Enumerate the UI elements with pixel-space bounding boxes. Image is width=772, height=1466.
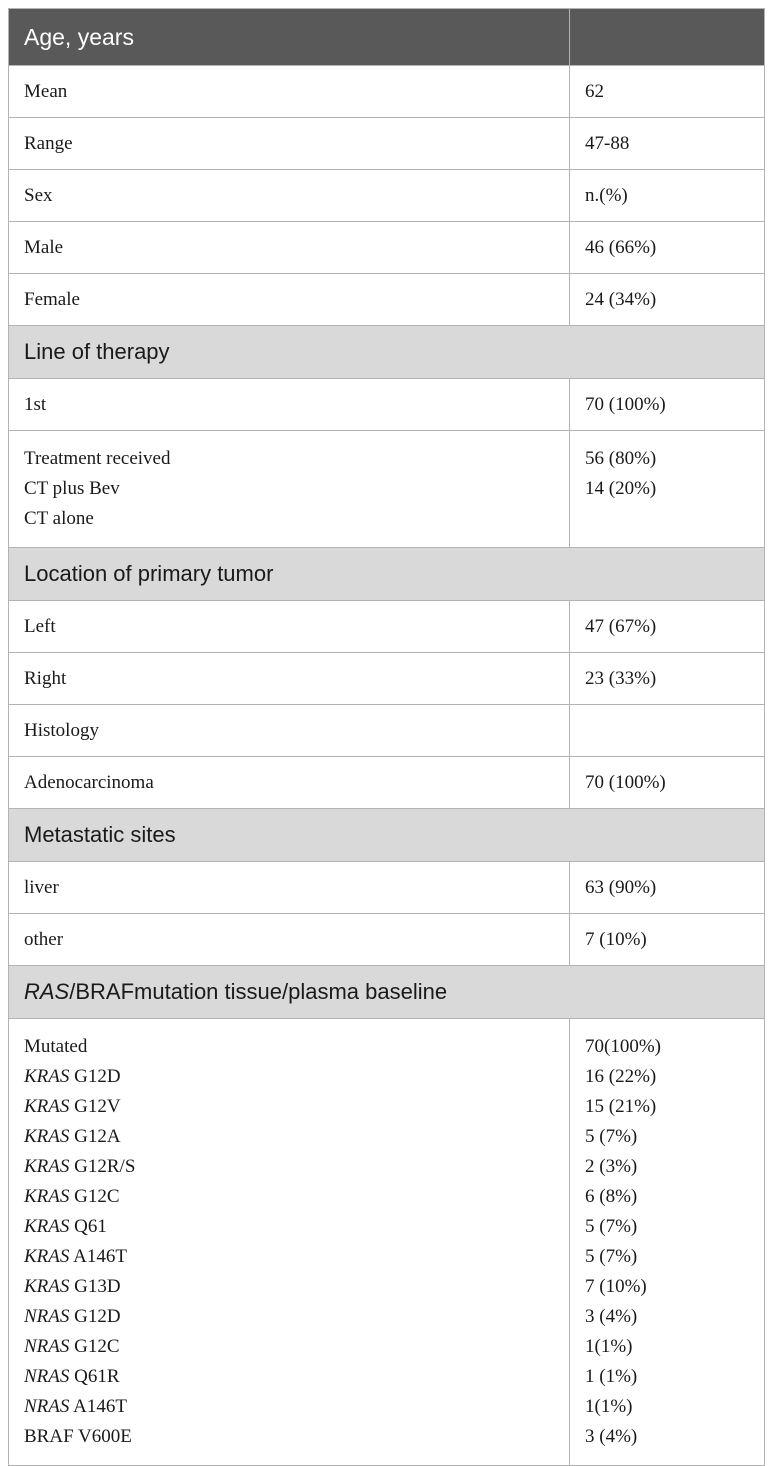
table-row-mutations	[9, 1019, 765, 1466]
mutation-labels	[9, 1019, 570, 1466]
mutation-gene: NRAS	[24, 1366, 70, 1387]
mutation-gene: KRAS	[24, 1216, 70, 1237]
mutation-label	[24, 1332, 554, 1362]
row-value: 23 (33%)	[570, 653, 765, 705]
row-value: 70 (100%)	[570, 757, 765, 809]
row-label: liver	[9, 862, 570, 914]
row-label: 1st	[9, 379, 570, 431]
row-value: 70 (100%)	[570, 379, 765, 431]
table-row	[9, 653, 765, 705]
mutation-gene: KRAS	[24, 1066, 70, 1087]
mutation-value: 7 (10%)	[585, 1276, 647, 1297]
section-header-row	[9, 548, 765, 601]
mutation-value: 16 (22%)	[585, 1066, 657, 1087]
row-label: Adenocarcinoma	[9, 757, 570, 809]
mutation-value: 5 (7%)	[585, 1126, 638, 1147]
mutation-variant: G12C	[69, 1336, 120, 1357]
mutation-label	[24, 1422, 554, 1452]
mutation-value: 1(1%)	[585, 1396, 633, 1417]
mutation-variant: G12R/S	[69, 1156, 136, 1177]
mutation-label	[24, 1242, 554, 1272]
treatment-label: CT plus Bev	[24, 478, 120, 499]
table-row	[9, 118, 765, 170]
treatment-label: Treatment received	[24, 448, 171, 469]
row-label: Mean	[9, 66, 570, 118]
table-row	[9, 705, 765, 757]
mutation-value: 5 (7%)	[585, 1246, 638, 1267]
row-label: Left	[9, 601, 570, 653]
header-label: Age, years	[9, 9, 570, 66]
mutation-label	[24, 1272, 554, 1302]
row-value	[570, 705, 765, 757]
row-label: Right	[9, 653, 570, 705]
mutation-value: 3 (4%)	[585, 1426, 638, 1447]
row-label-multi	[9, 431, 570, 548]
section-title-rest: /BRAFmutation tissue/plasma baseline	[69, 979, 448, 1004]
section-title-line-of-therapy: Line of therapy	[9, 326, 765, 379]
row-value: n.(%)	[570, 170, 765, 222]
mutation-gene: KRAS	[24, 1156, 70, 1177]
mutation-gene: NRAS	[24, 1306, 70, 1327]
section-title-mutation	[9, 966, 765, 1019]
row-label: other	[9, 914, 570, 966]
mutation-value: 2 (3%)	[585, 1156, 638, 1177]
mutation-value: 5 (7%)	[585, 1216, 638, 1237]
mutation-label	[24, 1212, 554, 1242]
mutation-label	[24, 1122, 554, 1152]
header-value	[570, 9, 765, 66]
row-value: 47-88	[570, 118, 765, 170]
mutation-label	[24, 1392, 554, 1422]
mutation-label	[24, 1152, 554, 1182]
table-row	[9, 862, 765, 914]
mutation-value: 6 (8%)	[585, 1186, 638, 1207]
row-value-multi	[570, 431, 765, 548]
mutation-value: 70(100%)	[585, 1036, 661, 1057]
mutation-value: 15 (21%)	[585, 1096, 657, 1117]
mutation-variant: G12V	[69, 1096, 121, 1117]
mutation-variant: G12D	[69, 1306, 121, 1327]
mutation-gene: NRAS	[24, 1336, 70, 1357]
table-row-treatment	[9, 431, 765, 548]
row-label: Sex	[9, 170, 570, 222]
mutation-variant: Q61	[69, 1216, 107, 1237]
row-label: Male	[9, 222, 570, 274]
mutation-variant: A146T	[69, 1246, 127, 1267]
mutation-gene: KRAS	[24, 1096, 70, 1117]
table-row	[9, 274, 765, 326]
mutation-label	[24, 1032, 554, 1062]
section-header-row	[9, 326, 765, 379]
mutation-gene: KRAS	[24, 1186, 70, 1207]
section-title-italic: RAS	[24, 979, 70, 1004]
row-label: Female	[9, 274, 570, 326]
table-row	[9, 222, 765, 274]
mutation-value: 3 (4%)	[585, 1306, 638, 1327]
table-row	[9, 601, 765, 653]
mutation-values	[570, 1019, 765, 1466]
section-title-location: Location of primary tumor	[9, 548, 765, 601]
mutation-label	[24, 1302, 554, 1332]
mutation-label	[24, 1182, 554, 1212]
table-row	[9, 379, 765, 431]
mutation-variant: G12D	[69, 1066, 121, 1087]
mutation-gene: KRAS	[24, 1126, 70, 1147]
section-header-row	[9, 966, 765, 1019]
table-row	[9, 66, 765, 118]
row-value: 47 (67%)	[570, 601, 765, 653]
table-header-row	[9, 9, 765, 66]
section-title-metastatic: Metastatic sites	[9, 809, 765, 862]
mutation-gene: KRAS	[24, 1276, 70, 1297]
mutation-variant: Mutated	[24, 1036, 88, 1057]
table-row	[9, 914, 765, 966]
mutation-variant: G12C	[69, 1186, 120, 1207]
mutation-value: 1(1%)	[585, 1336, 633, 1357]
row-label: Histology	[9, 705, 570, 757]
mutation-gene: NRAS	[24, 1396, 70, 1417]
row-label: Range	[9, 118, 570, 170]
row-value: 46 (66%)	[570, 222, 765, 274]
table-row	[9, 757, 765, 809]
table-container	[8, 8, 764, 1466]
mutation-variant: A146T	[69, 1396, 127, 1417]
treatment-value: 56 (80%)	[585, 448, 657, 469]
mutation-value: 1 (1%)	[585, 1366, 638, 1387]
patient-characteristics-table	[8, 8, 765, 1466]
mutation-label	[24, 1362, 554, 1392]
row-value: 62	[570, 66, 765, 118]
section-header-row	[9, 809, 765, 862]
row-value: 7 (10%)	[570, 914, 765, 966]
row-value: 24 (34%)	[570, 274, 765, 326]
treatment-value: 14 (20%)	[585, 478, 657, 499]
treatment-label: CT alone	[24, 508, 94, 529]
mutation-variant: BRAF V600E	[24, 1426, 132, 1447]
mutation-label	[24, 1062, 554, 1092]
row-value: 63 (90%)	[570, 862, 765, 914]
mutation-variant: G13D	[69, 1276, 121, 1297]
mutation-variant: G12A	[69, 1126, 121, 1147]
mutation-variant: Q61R	[69, 1366, 120, 1387]
mutation-gene: KRAS	[24, 1246, 70, 1267]
mutation-label	[24, 1092, 554, 1122]
table-row	[9, 170, 765, 222]
